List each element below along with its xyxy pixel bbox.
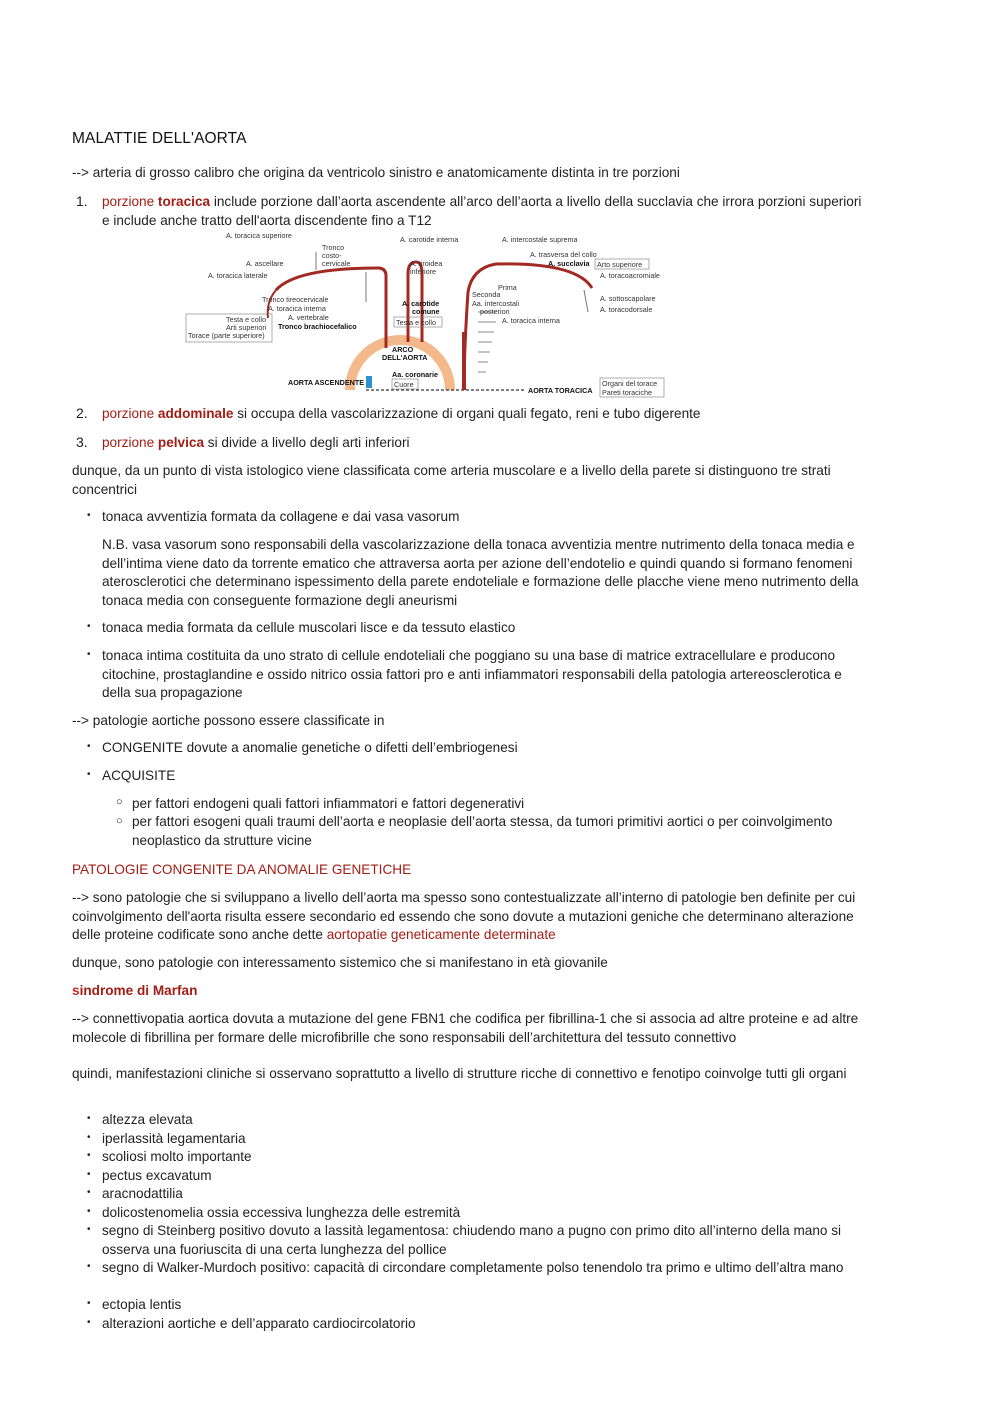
marfan-heading-rest: indrome di Marfan xyxy=(79,983,198,998)
marfan-text: --> connettivopatia aortica dovuta a mutazione del gene FBN1 che codifica per fibrillina-1 che si associa ad altre proteine e ad altre molecole di fibrillina per formare delle microfibrille che sono responsabili dell’architettura del tessuto connettivo xyxy=(72,1011,859,1045)
histology-text: dunque, da un punto di vista istologico viene classificata come arteria muscolare e a livello della parete si distinguono tre strati concentrici xyxy=(72,463,831,497)
label-toracica-laterale: A. toracica laterale xyxy=(208,271,268,280)
bullet-icon: • xyxy=(87,649,91,660)
portion-name: pelvica xyxy=(157,435,205,450)
sign-item: scoliosi molto importante xyxy=(102,1149,252,1164)
portion-description: si occupa della vascolarizzazione di organi quali fegato, reni e tubo digerente xyxy=(233,406,701,421)
left-subclavian-shape xyxy=(464,264,592,390)
label-intercostale-suprema: A. intercostale suprema xyxy=(502,235,578,244)
label-aa-intercostali: Aa. intercostali xyxy=(472,299,520,308)
aorta-anatomy-diagram xyxy=(116,232,676,400)
sign-item: segno di Walker-Murdoch positivo: capacità di circondare completamente polso tenendolo tra primo e ultimo dell’altra mano xyxy=(102,1260,844,1275)
sign-item: iperlassità legamentaria xyxy=(102,1131,246,1146)
portion-name: addominale xyxy=(157,406,234,421)
circle-bullet-icon: ○ xyxy=(116,796,123,808)
sign-item: alterazioni aortiche e dell’apparato cardiocircolatorio xyxy=(102,1316,416,1331)
bullet-icon: • xyxy=(87,769,91,780)
label-tronco-tireocervicale: Tronco tireocervicale xyxy=(262,295,329,304)
label-testa-collo-2: Testa e collo xyxy=(396,318,436,327)
bullet-icon: • xyxy=(87,1261,91,1272)
portion-name: toracica xyxy=(157,194,211,209)
classification-intro: --> patologie aortiche possono essere classificate in xyxy=(72,713,385,728)
label-costo: costo- xyxy=(322,251,342,260)
label-carotide-comune-2: comune xyxy=(412,307,440,316)
label-cuore: Cuore xyxy=(394,380,414,389)
bullet-icon: • xyxy=(87,1187,91,1198)
label-cervicale: cervicale xyxy=(322,259,351,268)
congenital-body: --> sono patologie che si sviluppano a livello dell’aorta ma spesso sono contestualizzate all’interno di patologie ben definite per cui coinvolgimento dell'aorta risulta essere secondario ed essendo che sono dovute a mutazioni geniche che determinano alterazione delle proteine codificate sono anche dette xyxy=(72,890,856,942)
axillary-branch xyxy=(584,290,588,312)
label-carotide-comune-1: A. carotide xyxy=(402,299,440,308)
sign-item: altezza elevata xyxy=(102,1112,193,1127)
label-sottoscapolare: A. sottoscapolare xyxy=(600,294,656,303)
label-testa-e-collo: Testa e collo xyxy=(226,315,266,324)
label-tronco-brachiocefalico: Tronco brachiocefalico xyxy=(278,322,357,331)
label-aorta-toracica: AORTA TORACICA xyxy=(528,386,593,395)
list-item-addominale xyxy=(102,405,872,424)
label-toracica-superiore: A. toracica superiore xyxy=(226,232,292,240)
bullet-icon: • xyxy=(87,741,91,752)
portion-description: include porzione dall’aorta ascendente all’arco dell’aorta a livello della succlavia che irrora porzioni superiori e include anche tratto dell'aorta discendente fino a T12 xyxy=(102,194,862,228)
bullet-icon: • xyxy=(87,1206,91,1217)
portion-description: si divide a livello degli arti inferiori xyxy=(204,435,410,450)
systemic-text: dunque, sono patologie con interessamento sistemico che si manifestano in età giovanile xyxy=(72,955,608,970)
sign-item: aracnodattilia xyxy=(102,1186,183,1201)
sign-item: dolicostenomelia ossia eccessiva lunghezza delle estremità xyxy=(102,1205,461,1220)
bullet-icon: • xyxy=(87,1224,91,1235)
label-tiroidea: A. tiroidea xyxy=(410,259,443,268)
label-toracodorsale: A. toracodorsale xyxy=(600,305,653,314)
label-succlavia: A. succlavia xyxy=(548,259,590,268)
label-toracica-interna: A. toracica interna xyxy=(268,304,326,313)
bullet-icon: • xyxy=(87,1298,91,1309)
portion-prefix: porzione xyxy=(102,406,158,421)
bullet-icon: • xyxy=(87,1150,91,1161)
nb-note: N.B. vasa vasorum sono responsabili della vascolarizzazione della tonaca avventizia mentre nutrimento della tonaca media e dell’intima viene dato da torrente ematico che attraversa aorta per azione dell’endotelio e quindi quando si formano fenomeni aterosclerotici che determinano ispessimento della parete endoteliale e formazione delle placche viene meno nutrimento della tonaca media con conseguente formazione degli aneurismi xyxy=(102,537,859,608)
layer-intima: tonaca intima costituita da uno strato di cellule endoteliali che poggiano su una base di matrice extracellulare e producono citochine, prostaglandine e ossido nitrico ossia fattori pro e anti infiammatori responsabili della patologia artereosclerotica e della sua propagazione xyxy=(102,648,842,700)
list-item-pelvica xyxy=(102,434,872,453)
layer-avventizia: tonaca avventizia formata da collagene e dai vasa vasorum xyxy=(102,509,460,524)
label-arto-superiore: Arto superiore xyxy=(597,260,643,269)
label-arco-1: ARCO xyxy=(392,345,414,354)
label-organi-torace: Organi del torace xyxy=(602,379,658,388)
page-title: MALATTIE DELL'AORTA xyxy=(72,130,247,147)
list-number: 1. xyxy=(76,193,88,209)
sign-item: ectopia lentis xyxy=(102,1297,182,1312)
label-carotide-interna: A. carotide interna xyxy=(400,235,459,244)
list-item-toracica xyxy=(102,193,872,230)
label-aorta-ascendente: AORTA ASCENDENTE xyxy=(288,378,365,387)
label-arco-2: DELL'AORTA xyxy=(382,353,428,362)
portion-prefix: porzione xyxy=(102,194,158,209)
bullet-icon: • xyxy=(87,510,91,521)
factor-endogeni: per fattori endogeni quali fattori infiammatori e fattori degenerativi xyxy=(132,796,525,811)
label-toracica-interna-2: A. toracica interna xyxy=(502,316,560,325)
bullet-icon: • xyxy=(87,1113,91,1124)
factor-esogeni: per fattori esogeni quali traumi dell’aorta e neoplasie dell’aorta stessa, da tumori primitivi aortici o per coinvolgimento neoplastico da strutture vicine xyxy=(132,814,833,848)
coronary-marker xyxy=(366,376,372,388)
label-ascellare: A. ascellare xyxy=(246,259,284,268)
bullet-icon: • xyxy=(87,1132,91,1143)
bullet-icon: • xyxy=(87,1169,91,1180)
label-prima: Prima xyxy=(498,283,517,292)
circle-bullet-icon: ○ xyxy=(116,815,123,827)
portion-prefix: porzione xyxy=(102,435,158,450)
intercostal-branches xyxy=(478,312,496,372)
congenital-text xyxy=(72,889,872,945)
sign-item: pectus excavatum xyxy=(102,1168,212,1183)
label-trasversa: A. trasversa del collo xyxy=(530,250,597,259)
list-number: 3. xyxy=(76,434,88,450)
label-tronco: Tronco xyxy=(322,243,345,252)
bullet-icon: • xyxy=(87,1317,91,1328)
label-torace: Torace (parte superiore) xyxy=(188,331,265,340)
marfan-clinical: quindi, manifestazioni cliniche si osservano soprattutto a livello di strutture ricche di connettivo e fenotipo coinvolge tutti gli organi xyxy=(72,1066,847,1081)
label-posteriori: posteriori xyxy=(480,307,510,316)
label-seconda: Seconda xyxy=(472,290,501,299)
marfan-heading-initial: s xyxy=(72,983,80,998)
label-pareti-toraciche: Pareti toraciche xyxy=(602,388,652,397)
sign-item: segno di Steinberg positivo dovuto a lassità legamentosa: chiudendo mano a pugno con primo dito all’interno della mano si osserva una fuoriuscita di una certa lunghezza del pollice xyxy=(102,1223,842,1257)
label-toracoacromiale: A. toracoacromiale xyxy=(600,271,660,280)
class-congenite: CONGENITE dovute a anomalie genetiche o difetti dell’embriogenesi xyxy=(102,740,518,755)
congenital-highlight: aortopatie geneticamente determinate xyxy=(326,927,556,942)
class-acquisite: ACQUISITE xyxy=(102,768,176,783)
marfan-heading xyxy=(72,982,872,1001)
label-arti-superiori: Arti superiori xyxy=(226,323,267,332)
label-coronarie: Aa. coronarie xyxy=(392,370,438,379)
label-vertebrale: A. vertebrale xyxy=(288,313,329,322)
bullet-icon: • xyxy=(87,621,91,632)
intro-text: --> arteria di grosso calibro che origina da ventricolo sinistro e anatomicamente distinta in tre porzioni xyxy=(72,165,680,180)
label-inferiore: inferiore xyxy=(410,267,436,276)
section-heading-congenite: PATOLOGIE CONGENITE DA ANOMALIE GENETICHE xyxy=(72,862,412,877)
layer-media: tonaca media formata da cellule muscolari lisce e da tessuto elastico xyxy=(102,620,516,635)
list-number: 2. xyxy=(76,405,88,421)
